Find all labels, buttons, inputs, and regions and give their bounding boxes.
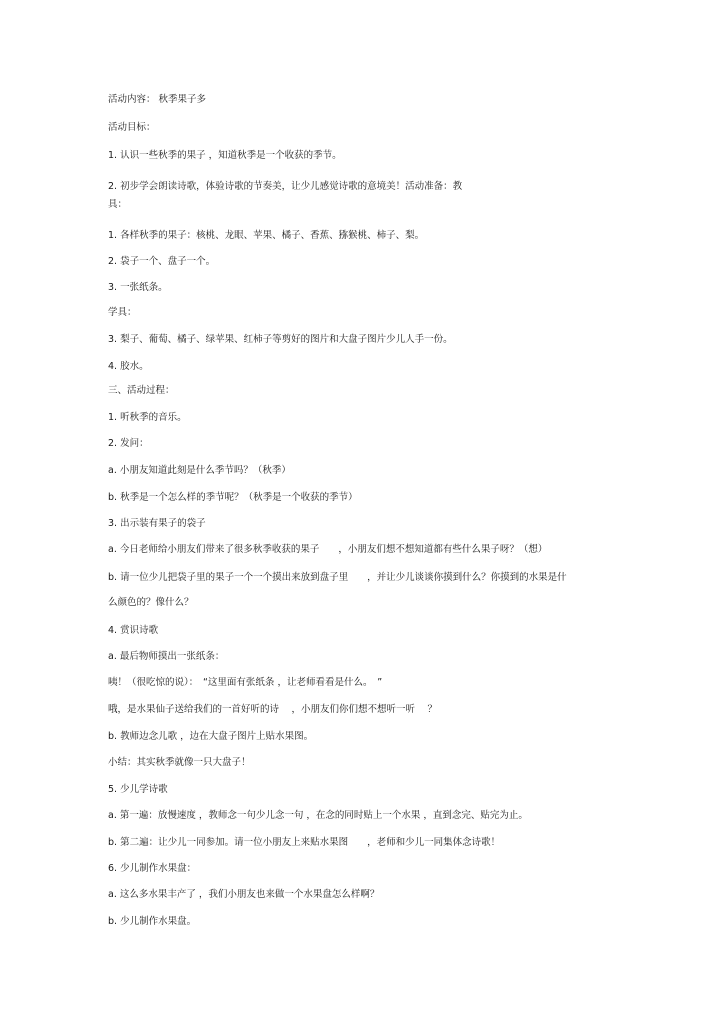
teacher-quote-line: 咦！（很吃惊的说）： “这里面有张纸条 ，让老师看看是什么。 ” [108,677,383,688]
student-aids-label: 学具： [108,307,137,318]
step-5-a: a. 第一遍：放慢速度 ，教师念一句少儿念一句 ，在念的同时贴上一个水果 ，直到念完、贴完为止。 [108,810,528,821]
step-4-a: a. 最后物师摸出一张纸条： [108,651,225,662]
process-step-2: 2. 发问： [108,438,149,449]
process-step-6: 6. 少儿制作水果盘： [108,863,197,874]
step-6-a: a. 这么多水果丰产了 ，我们小朋友也来做一个水果盘怎么样啊？ [108,889,380,900]
step-2-b: b. 秋季是一个怎么样的季节呢？（秋季是一个收获的季节） [108,492,358,503]
student-aid-item-3: 3. 梨子、葡萄、橘子、绿苹果、红柿子等剪好的图片和大盘子图片少儿人手一份。 [108,334,453,345]
aid-item-2: 2. 袋子一个、盘子一个。 [108,256,216,267]
poem-intro-line: 哦，是水果仙子送给我们的一首好听的诗 ，小朋友们你们想不想听一听 ？ [108,704,438,715]
goal-item-2: 2. 初步学会朗读诗歌，体验诗歌的节奏美，让少儿感觉诗歌的意境美！活动准备：教 [108,181,463,192]
aid-item-1: 1. 各样秋季的果子：核桃、龙眼、苹果、橘子、香蕉、猕猴桃、柿子、梨。 [108,230,425,241]
step-3-b-continued: 么颜色的？像什么？ [108,597,194,608]
step-5-b: b. 第二遍：让少儿一同参加。请一位小朋友上来贴水果图 ，老师和少儿一同集体念诗歌！ [108,837,501,848]
process-heading: 三、活动过程： [108,385,175,396]
aid-item-3: 3. 一张纸条。 [108,282,168,293]
teaching-aids-label: 具： [108,199,128,210]
step-3-a: a. 今日老师给小朋友们带来了很多秋季收获的果子 ，小朋友们想不想知道都有些什么果子呀？（想） [108,544,548,555]
process-step-5: 5. 少儿学诗歌 [108,784,168,795]
step-3-b: b. 请一位少儿把袋子里的果子一个一个摸出来放到盘子里 ，并让少儿谈谈你摸到什么？你摸到的水果是什 [108,572,567,583]
goal-item-1: 1. 认识一些秋季的果子 ，知道秋季是一个收获的季节。 [108,150,342,161]
step-4-b: b. 教师边念儿歌 ，边在大盘子图片上贴水果图。 [108,731,314,742]
process-step-3: 3. 出示装有果子的袋子 [108,518,206,529]
activity-goal-heading: 活动目标： [108,122,156,133]
process-step-1: 1. 听秋季的音乐。 [108,412,187,423]
step-6-b: b. 少儿制作水果盘。 [108,916,197,927]
student-aid-item-4: 4. 胶水。 [108,361,149,372]
step-2-a: a. 小朋友知道此刻是什么季节吗？（秋季） [108,465,291,476]
activity-content-line: 活动内容： 秋季果子多 [108,94,207,105]
process-step-4: 4. 赏识诗歌 [108,625,159,636]
summary-line: 小结：其实秋季就像一只大盘子！ [108,757,251,768]
